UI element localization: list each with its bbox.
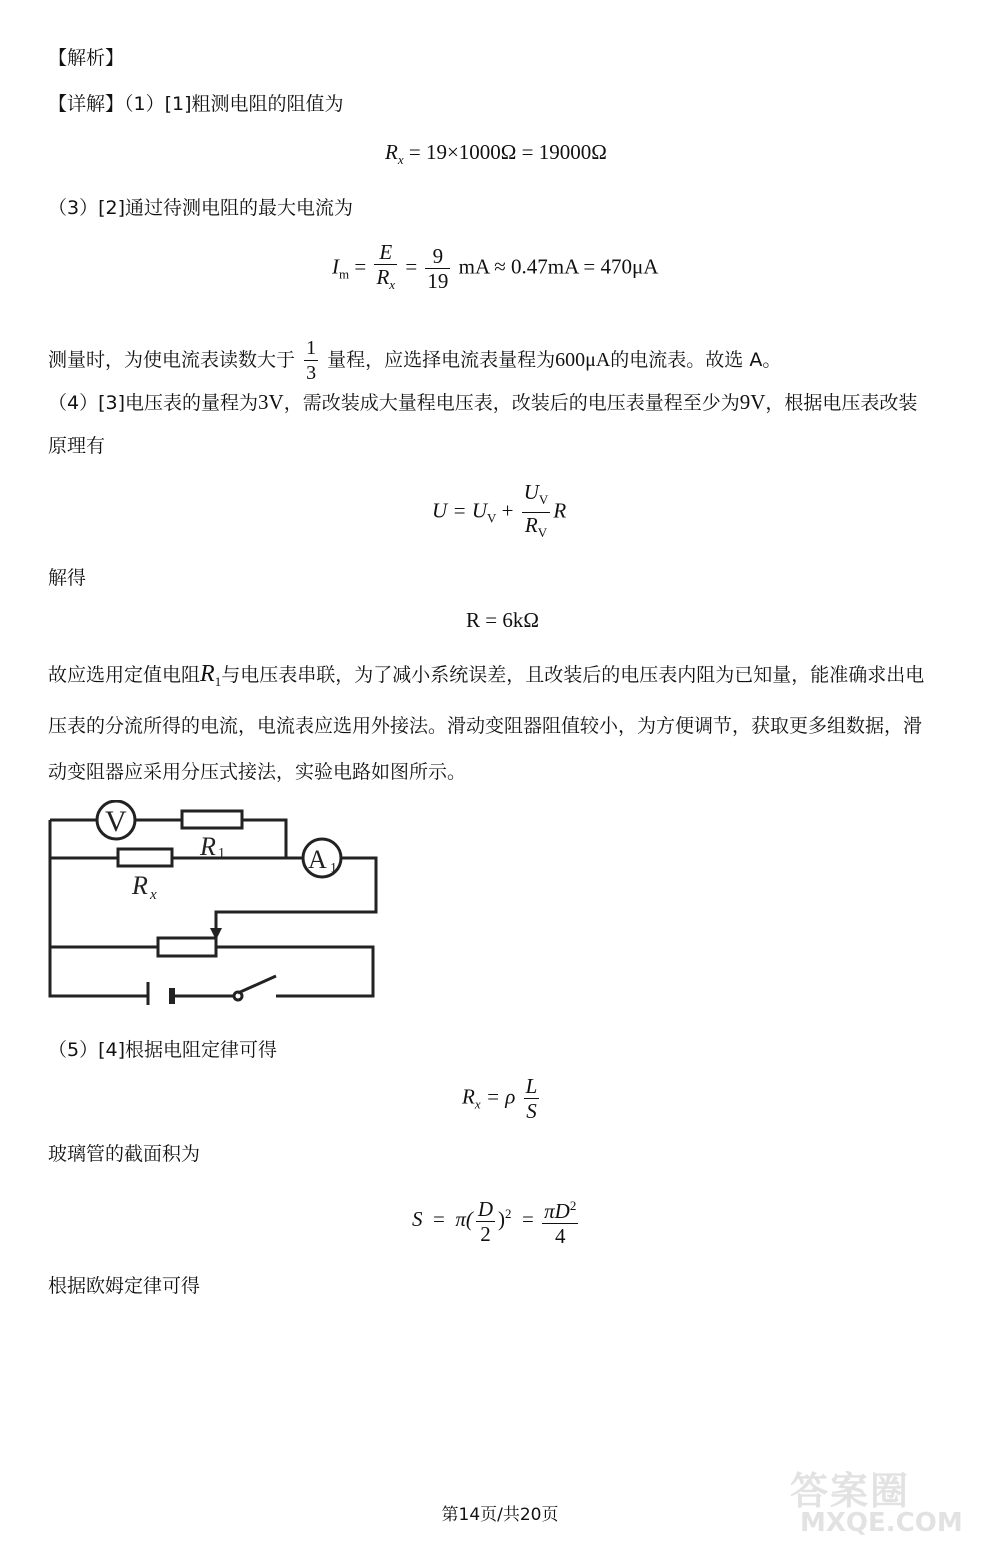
watermark-url: MXQE.COM: [800, 1508, 963, 1538]
ohm-law-text: 根据欧姆定律可得: [48, 1275, 201, 1297]
watermark-logo: 答案圈: [790, 1469, 911, 1513]
equation-im: $I_m$ = $\frac{E}{R_x}$ = $\frac{9}{19}$ mA ≈ 0.47mA = 470μA: [332, 240, 659, 294]
voltmeter-label: V: [105, 805, 127, 838]
circuit-diagram: [40, 800, 390, 1005]
detail-1-text: 【详解】（1）[1]粗测电阻的阻值为: [48, 93, 344, 115]
choose-text-line-1: 故应选用定值电阻$R_1$与电压表串联，为了减小系统误差，且改装后的电压表内阻为已知量，能准确求出电: [48, 661, 925, 689]
rx-subscript: x: [150, 887, 157, 903]
part-4-text: （4）[3]电压表的量程为3V，需改装成大量程电压表，改装后的电压表量程至少为9V，根据电压表改装: [48, 390, 918, 414]
equation-area: S = π( $\frac{D}{2}$ )$^2$ = $\frac{\pi D^2}{4}$: [412, 1194, 581, 1248]
rx-label: R: [132, 871, 148, 900]
page-footer: 第14页/共20页: [441, 1505, 559, 1525]
equation-r: R = 6kΩ: [466, 608, 539, 632]
r1-subscript: 1: [218, 846, 225, 861]
choose-text-line-2: 压表的分流所得的电流，电流表应选用外接法。滑动变阻器阻值较小，为方便调节，获取更多组数据，滑: [48, 715, 923, 737]
solve-text: 解得: [48, 567, 87, 589]
ammeter-subscript: 1: [330, 861, 337, 876]
part-5-text: （5）[4]根据电阻定律可得: [48, 1039, 278, 1061]
ammeter-label: A: [308, 845, 327, 874]
part-3-text: （3）[2]通过待测电阻的最大电流为: [48, 197, 354, 219]
part-4-continued: 原理有: [48, 435, 106, 457]
equation-rx: $R_x = 19\times 1000\Omega = 19000\Omega$: [385, 140, 607, 168]
measure-text: 测量时，为使电流表读数大于 $\frac{1}{3}$ 量程，应选择电流表量程为600μA的电流表。故选 A。: [48, 337, 782, 384]
equation-resistance-law: $R_x = \rho$ $\frac{L}{S}$: [462, 1074, 538, 1123]
cross-section-text: 玻璃管的截面积为: [48, 1143, 201, 1165]
analysis-header: 【解析】: [48, 47, 125, 69]
choose-text-line-3: 动变阻器应采用分压式接法，实验电路如图所示。: [48, 761, 467, 783]
equation-u: $U = U_V$ + $\frac{U_V}{R_V}$ R: [432, 480, 567, 541]
r1-label: R: [200, 832, 216, 861]
